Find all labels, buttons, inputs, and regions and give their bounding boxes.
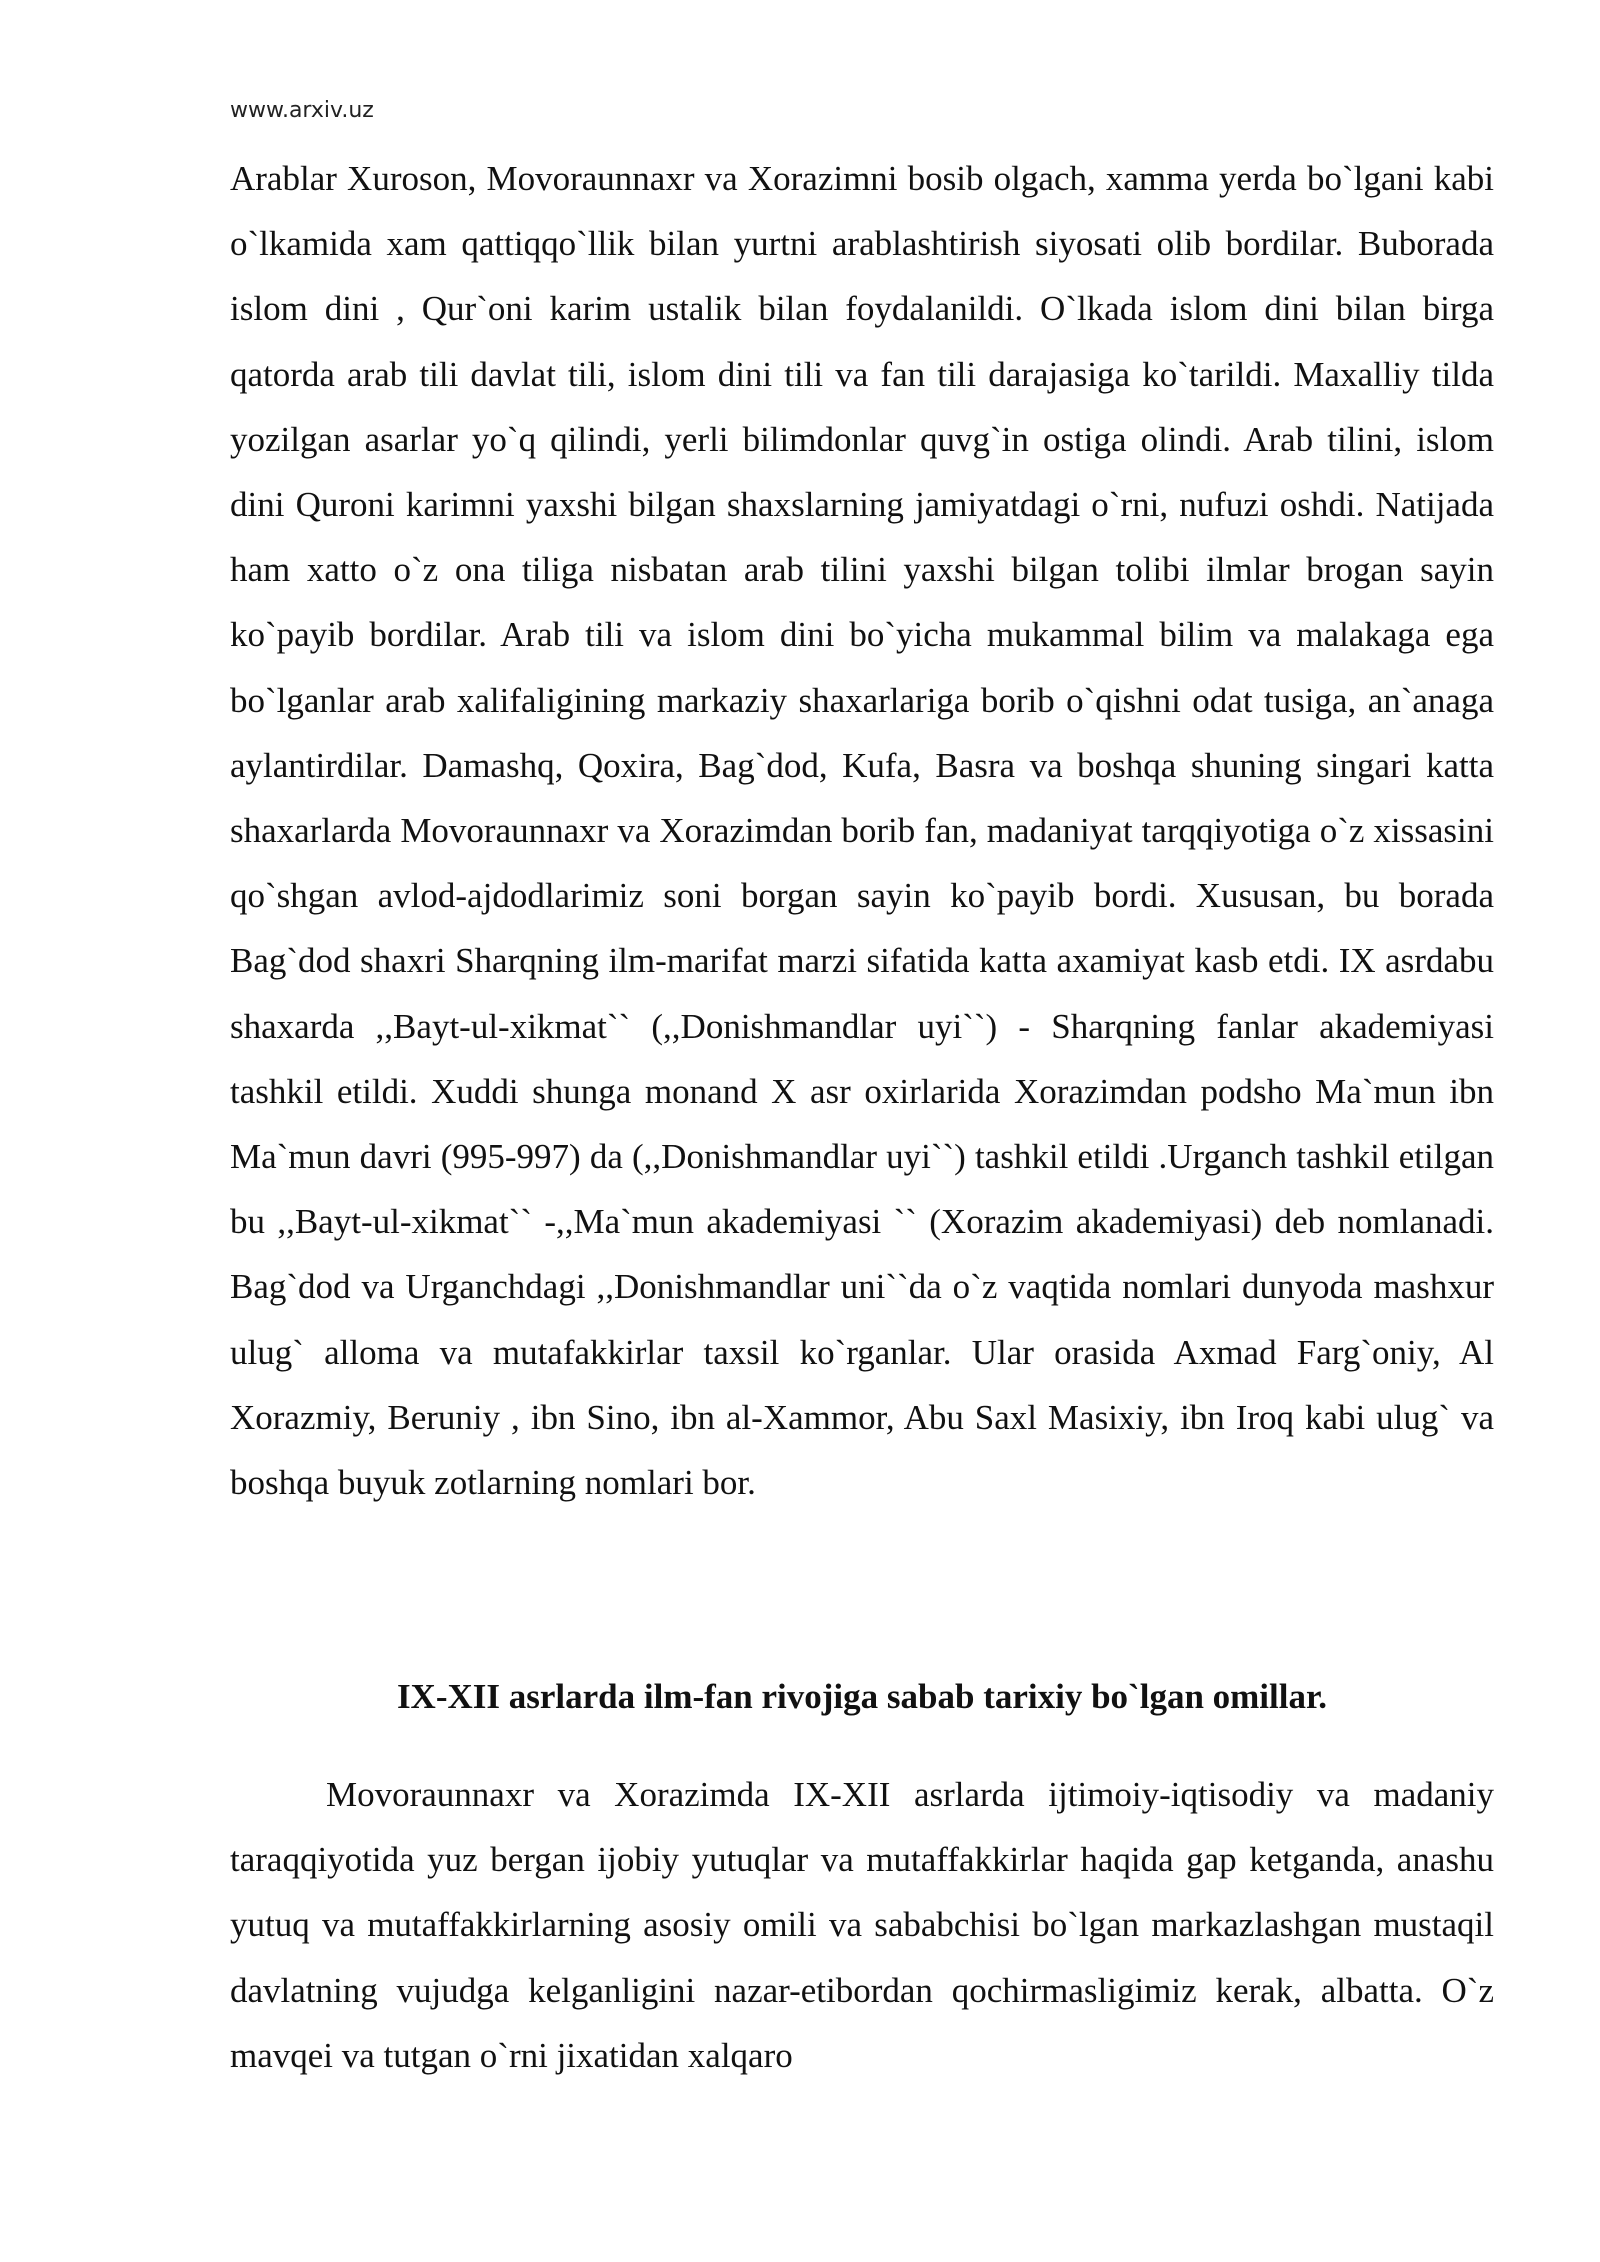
page-header-site: www.arxiv.uz bbox=[230, 98, 374, 123]
body-text-section bbox=[230, 146, 1494, 1515]
section-heading: IX-XII asrlarda ilm-fan rivojiga sabab tarixiy bo`lgan omillar. bbox=[396, 1677, 1328, 1716]
paragraph-2: Movoraunnaxr va Xorazimda IX-XII asrlarda ijtimoiy-iqtisodiy va madaniy taraqqiyotida yuz bergan ijobiy yutuqlar va mutaffakkirlar haqida gap ketganda, anashu yutuq va mutaffakkirlarning asosiy omili va sababchisi bo`lgan markazlashgan mustaqil davlatning vujudga kelganligini nazar-etibordan qochirmasligimiz kerak, albatta. O`z mavqei va tutgan o`rni jixatidan xalqaro bbox=[230, 1775, 1494, 2075]
body-text-section-2 bbox=[230, 1762, 1494, 2088]
paragraph-1: Arablar Xuroson, Movoraunnaxr va Xorazimni bosib olgach, xamma yerda bo`lgani kabi o`lkamida xam qattiqqo`llik bilan yurtni arablashtirish siyosati olib bordilar. Buborada islom dini , Qur`oni karim ustalik bilan foydalanildi. O`lkada islom dini bilan birga qatorda arab tili davlat tili, islom dini tili va fan tili darajasiga ko`tarildi. Maxalliy tilda yozilgan asarlar yo`q qilindi, yerli bilimdonlar quvg`in ostiga olindi. Arab tilini, islom dini Quroni karimni yaxshi bilgan shaxslarning jamiyatdagi o`rni, nufuzi oshdi. Natijada ham xatto o`z ona tiliga nisbatan arab tilini yaxshi bilgan tolibi ilmlar brogan sayin ko`payib bordilar. Arab tili va islom dini bo`yicha mukammal bilim va malakaga ega bo`lganlar arab xalifaligining markaziy shaxarlariga borib o`qishni odat tusiga, an`anaga aylantirdilar. Damashq, Qoxira, Bag`dod, Kufa, Basra va boshqa shuning singari katta shaxarlarda Movoraunnaxr va Xorazimdan borib fan, madaniyat tarqqiyotiga o`z xissasini qo`shgan avlod-ajdodlarimiz soni borgan sayin ko`payib bordi. Xususan, bu borada Bag`dod shaxri Sharqning ilm-marifat marzi sifatida katta axamiyat kasb etdi. IX asrdabu shaxarda ,,Bayt-ul-xikmat`` (,,Donishmandlar uyi``) - Sharqning fanlar akademiyasi tashkil etildi. Xuddi shunga monand X asr oxirlarida Xorazimdan podsho Ma`mun ibn Ma`mun davri (995-997) da (,,Donishmandlar uyi``) tashkil etildi .Urganch tashkil etilgan bu ,,Bayt-ul-xikmat`` -,,Ma`mun akademiyasi `` (Xorazim akademiyasi) deb nomlanadi. Bag`dod va Urganchdagi ,,Donishmandlar uni``da o`z vaqtida nomlari dunyoda mashxur ulug` alloma va mutafakkirlar taxsil ko`rganlar. Ular orasida Axmad Farg`oniy, Al Xorazmiy, Beruniy , ibn Sino, ibn al-Xammor, Abu Saxl Masixiy, ibn Iroq kabi ulug` va boshqa buyuk zotlarning nomlari bor. bbox=[230, 159, 1494, 1503]
